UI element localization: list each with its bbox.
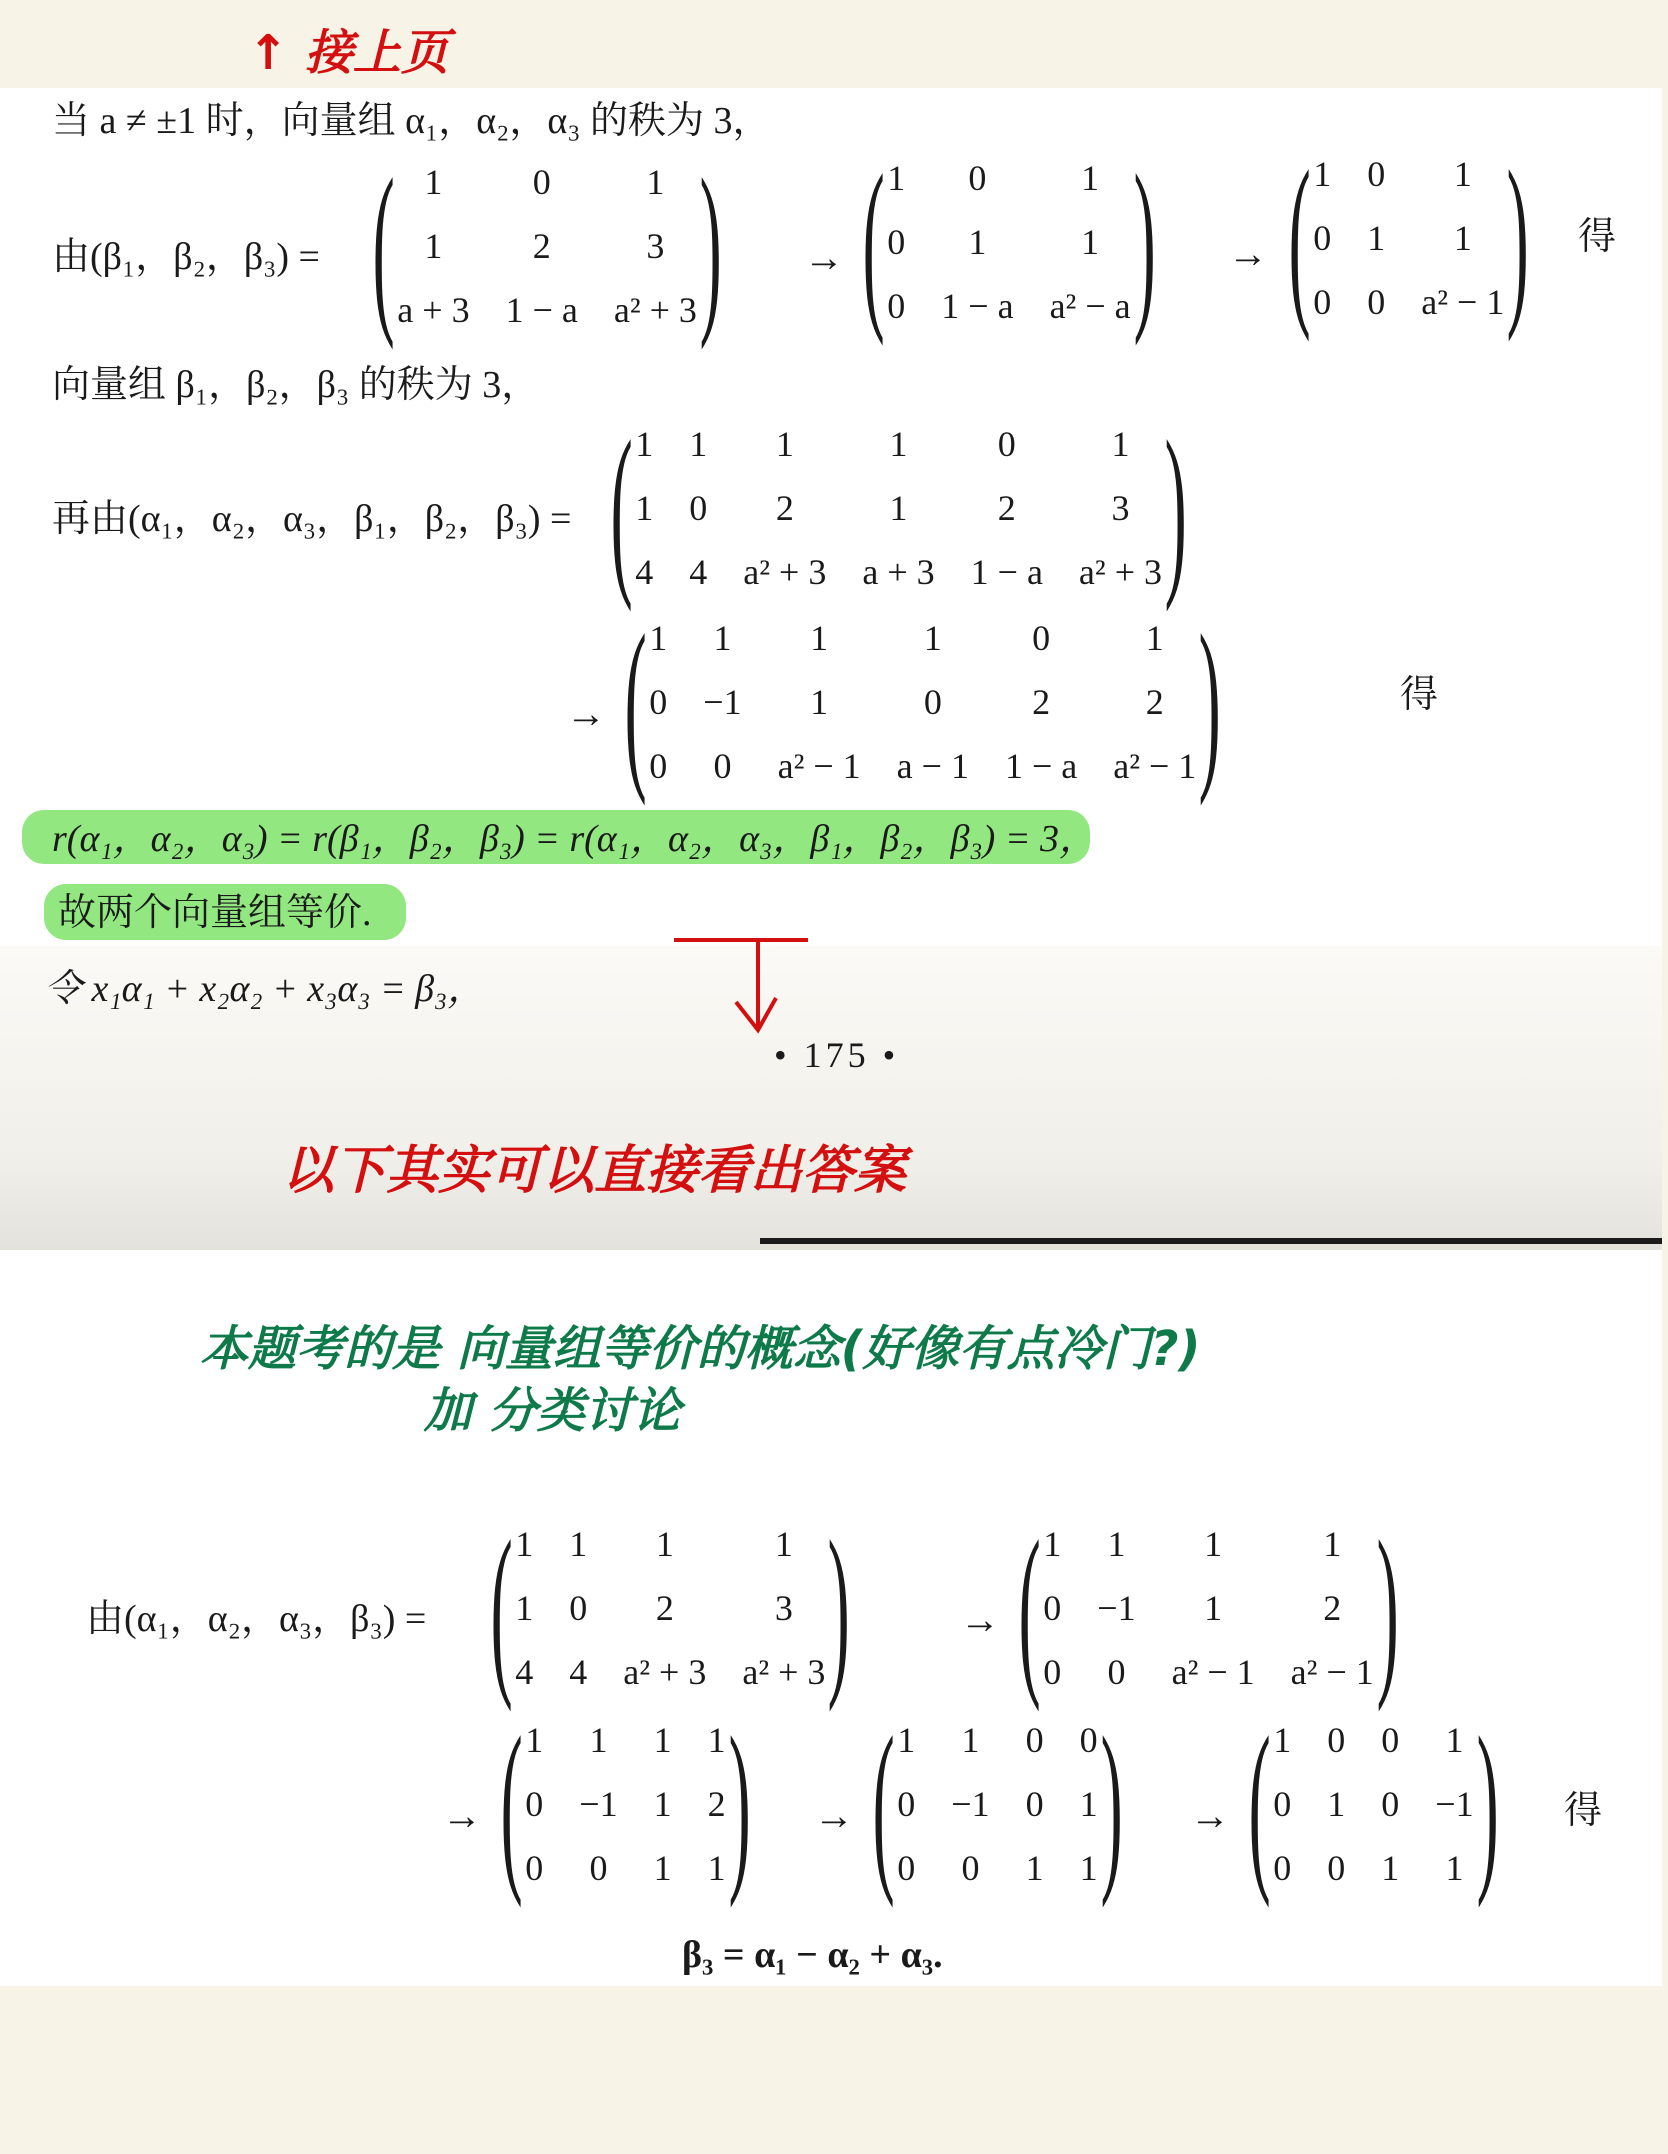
matrix-cell: 1 [1381,1848,1400,1888]
matrix-cell: 1 [1111,424,1130,464]
matrix-cell: 0 [897,1784,916,1824]
matrix-row [631,734,1214,798]
matrix-cell: a² − 1 [1421,282,1505,322]
matrix-cell: a² − 1 [777,746,861,786]
handwritten-note-classification: 加 分类讨论 [424,1383,681,1439]
matrix-cell: 2 [997,488,1016,528]
matrix-cell: 0 [1381,1784,1400,1824]
matrix-cell: 0 [923,682,942,722]
text-de-3: 得 [1564,1790,1603,1832]
matrix-cell: 2 [655,1588,674,1628]
matrix-cell: 1 [653,1720,672,1760]
matrix-cell: 0 [961,1848,980,1888]
matrix-cell: 3 [1111,488,1130,528]
matrix-cell: 1 − a [505,290,578,330]
matrix-cell: −1 [1435,1784,1474,1824]
matrix-cell: 1 [515,1588,534,1628]
matrix-cell: a² − a [1049,286,1131,326]
text-by-beta: 由(β₁，β₂，β₃) = [52,236,320,278]
matrix-cell: 1 [889,424,908,464]
matrix-cell: 2 [1032,682,1051,722]
text-conclusion: 故两个向量组等价. [58,892,372,934]
matrix-row [1025,1576,1391,1640]
matrix-cell: 1 [887,158,906,198]
matrix-cell: 1 [1367,218,1386,258]
matrix-cell: a² + 3 [623,1652,707,1692]
matrix-row [879,1772,1115,1836]
matrix-row [869,210,1148,274]
matrix-cell: 1 [775,424,794,464]
matrix-row [1295,206,1522,270]
matrix-cell: 1 [655,1524,674,1564]
matrix-cell: 1 − a [941,286,1014,326]
matrix-cell: 0 [897,1848,916,1888]
matrix-cell: 0 [569,1588,588,1628]
matrix-cell: 1 [1079,1848,1098,1888]
matrix-cell: 1 [707,1720,726,1760]
matrix-augmented-step1: ( 1 1 1 1 0 −1 1 2 0 0 a² − 1 a² − 1 ) [1018,1503,1399,1713]
matrix-cell: 1 [1043,1524,1062,1564]
matrix-cell: 0 [1079,1720,1098,1760]
matrix-cell: −1 [703,682,742,722]
matrix-cell: 4 [689,552,708,592]
matrix-combined: ( 1 1 1 1 0 1 1 0 2 1 2 3 4 4 a² + 3 a + 3 1 − a a² + 3 ) [610,403,1187,613]
matrix-row [1255,1836,1491,1900]
matrix-row [617,476,1180,540]
matrix-cell: 1 [961,1720,980,1760]
matrix-cell: 1 [1204,1588,1223,1628]
matrix-augmented-step2: ( 1 1 1 1 0 −1 1 2 0 0 1 1 ) [500,1699,751,1909]
matrix-cell: 1 [1323,1524,1342,1564]
matrix-row [507,1772,743,1836]
matrix-cell: 0 [1025,1720,1044,1760]
arrow-7: → [1190,1793,1230,1838]
matrix-row [1255,1772,1491,1836]
matrix-cell: 1 [515,1524,534,1564]
text-de: 得 [1578,216,1617,258]
matrix-cell: 3 [646,226,665,266]
matrix-cell: 1 [1327,1784,1346,1824]
matrix-row [869,274,1148,338]
arrow-6: → [814,1793,854,1838]
matrix-cell: a + 3 [397,290,470,330]
matrix-row [1255,1708,1491,1772]
matrix-cell: 0 [713,746,732,786]
matrix-cell: 1 [1445,1848,1464,1888]
arrow-1: → [804,235,844,280]
matrix-cell: 0 [1032,618,1051,658]
matrix-cell: 1 [635,424,654,464]
matrix-cell: 0 [649,682,668,722]
matrix-cell: 0 [689,488,708,528]
matrix-cell: 1 [897,1720,916,1760]
matrix-row [1295,270,1522,334]
handwritten-note-continue: ↑ 接上页 [248,25,449,81]
matrix-cell: 1 [424,226,443,266]
text-rank-equality: r(α₁，α₂，α₃) = r(β₁，β₂，β₃) = r(α₁，α₂，α₃，β₁，β₂，β₃) = 3， [52,818,1097,860]
matrix-cell: 2 [1323,1588,1342,1628]
matrix-cell: 1 [1453,154,1472,194]
matrix-cell: 1 [707,1848,726,1888]
arrow-2: → [1228,231,1268,276]
matrix-row [631,606,1214,670]
matrix-cell: 1 [1145,618,1164,658]
matrix-row [379,214,715,278]
text-let-equation: 令 x₁α₁ + x₂α₂ + x₃α₃ = β₃， [44,968,486,1010]
matrix-combined-step1: ( 1 1 1 1 0 1 0 −1 1 0 2 2 0 0 a² − 1 a − 1 1 − a a² − 1 ) [624,597,1222,807]
matrix-cell: 3 [774,1588,793,1628]
matrix-cell: 1 [968,222,987,262]
matrix-cell: 1 [889,488,908,528]
matrix-cell: 1 [1081,158,1100,198]
matrix-cell: 0 [532,162,551,202]
matrix-cell: 1 [569,1524,588,1564]
matrix-cell: 1 [653,1784,672,1824]
matrix-cell: 0 [887,222,906,262]
matrix-cell: a² + 3 [1078,552,1162,592]
matrix-cell: 1 [653,1848,672,1888]
matrix-cell: 1 [1107,1524,1126,1564]
matrix-cell: 2 [775,488,794,528]
matrix-cell: 2 [707,1784,726,1824]
matrix-cell: 1 [635,488,654,528]
matrix-cell: 1 [1081,222,1100,262]
matrix-cell: −1 [951,1784,990,1824]
text-by-combined: 再由(α₁，α₂，α₃，β₁，β₂，β₃) = [52,498,572,540]
matrix-cell: 0 [1025,1784,1044,1824]
matrix-row [507,1708,743,1772]
matrix-cell: 0 [649,746,668,786]
matrix-cell: 0 [1367,154,1386,194]
matrix-cell: 0 [1043,1588,1062,1628]
matrix-row [1025,1640,1391,1704]
matrix-cell: 0 [1313,282,1332,322]
matrix-row [497,1576,843,1640]
handwritten-note-concept: 本题考的是 向量组等价的概念(好像有点冷门?) [200,1321,1201,1377]
matrix-cell: 2 [1145,682,1164,722]
handwritten-down-arrow-icon [672,936,812,1036]
matrix-cell: 1 [525,1720,544,1760]
page-number: • 175 • [774,1035,900,1075]
matrix-cell: −1 [579,1784,618,1824]
matrix-cell: 1 [774,1524,793,1564]
matrix-row [617,412,1180,476]
matrix-augmented: ( 1 1 1 1 1 0 2 3 4 4 a² + 3 a² + 3 ) [490,1503,851,1713]
matrix-beta-step2: ( 1 0 1 0 1 1 0 0 a² − 1 ) [1288,133,1530,343]
matrix-cell: 1 [646,162,665,202]
matrix-cell: 1 [1204,1524,1223,1564]
page-edge-shadow [760,1238,1662,1244]
matrix-row [1025,1512,1391,1576]
matrix-cell: a + 3 [862,552,935,592]
matrix-cell: 1 [1445,1720,1464,1760]
matrix-row [617,540,1180,604]
matrix-cell: a² + 3 [613,290,697,330]
matrix-row [879,1836,1115,1900]
matrix-cell: 0 [968,158,987,198]
arrow-5: → [442,1793,482,1838]
matrix-cell: 1 [689,424,708,464]
matrix-cell: 2 [532,226,551,266]
matrix-cell: 1 [923,618,942,658]
matrix-cell: 0 [887,286,906,326]
matrix-beta-step1: ( 1 0 1 0 1 1 0 1 − a a² − a ) [862,137,1156,347]
matrix-cell: 1 [810,682,829,722]
matrix-cell: a − 1 [896,746,969,786]
matrix-cell: a² + 3 [742,1652,826,1692]
matrix-cell: 0 [1313,218,1332,258]
text-rank-beta: 向量组 β₁，β₂，β₃ 的秩为 3， [52,364,540,406]
text-result: β₃ = α₁ − α₂ + α₃. [682,1934,943,1976]
matrix-cell: a² + 3 [743,552,827,592]
matrix-cell: 1 − a [970,552,1043,592]
matrix-cell: 1 − a [1004,746,1078,786]
matrix-cell: 0 [525,1784,544,1824]
matrix-cell: 0 [997,424,1016,464]
matrix-cell: 4 [515,1652,534,1692]
matrix-row [497,1640,843,1704]
matrix-row [631,670,1214,734]
matrix-cell: 4 [635,552,654,592]
matrix-cell: 1 [713,618,732,658]
matrix-cell: 1 [589,1720,608,1760]
matrix-cell: 0 [525,1848,544,1888]
matrix-cell: 0 [1381,1720,1400,1760]
matrix-augmented-step3: ( 1 1 0 0 0 −1 0 1 0 0 1 1 ) [872,1699,1123,1909]
matrix-cell: 1 [1025,1848,1044,1888]
matrix-row [379,150,715,214]
matrix-cell: 0 [1367,282,1386,322]
matrix-cell: 0 [1273,1848,1292,1888]
matrix-row [507,1836,743,1900]
matrix-cell: a² − 1 [1290,1652,1374,1692]
matrix-augmented-final: ( 1 0 0 1 0 1 0 −1 0 0 1 1 ) [1248,1699,1499,1909]
matrix-cell: 1 [1313,154,1332,194]
matrix-cell: 0 [1327,1720,1346,1760]
matrix-cell: 0 [1327,1848,1346,1888]
matrix-cell: −1 [1097,1588,1136,1628]
matrix-cell: 1 [1079,1784,1098,1824]
matrix-cell: a² − 1 [1113,746,1197,786]
matrix-cell: 1 [1453,218,1472,258]
matrix-cell: 0 [1107,1652,1126,1692]
matrix-row [1295,142,1522,206]
matrix-cell: 4 [569,1652,588,1692]
matrix-cell: 0 [589,1848,608,1888]
matrix-cell: 1 [810,618,829,658]
matrix-cell: 0 [1273,1784,1292,1824]
matrix-cell: 1 [1273,1720,1292,1760]
text-by-augmented: 由(α₁，α₂，α₃，β₃) = [86,1598,427,1640]
matrix-cell: 1 [649,618,668,658]
matrix-cell: a² − 1 [1171,1652,1255,1692]
matrix-row [879,1708,1115,1772]
arrow-3: → [566,691,606,736]
matrix-row [379,278,715,342]
arrow-4: → [960,1597,1000,1642]
matrix-row [497,1512,843,1576]
text-de-2: 得 [1400,674,1439,716]
matrix-cell: 0 [1043,1652,1062,1692]
matrix-row [869,146,1148,210]
handwritten-note-direct: 以下其实可以直接看出答案 [282,1141,907,1201]
matrix-beta: ( 1 0 1 1 2 3 a + 3 1 − a a² + 3 ) [372,141,722,351]
text-rank-alpha: 当 a ≠ ±1 时，向量组 α₁，α₂，α₃ 的秩为 3， [52,100,771,142]
matrix-cell: 1 [424,162,443,202]
